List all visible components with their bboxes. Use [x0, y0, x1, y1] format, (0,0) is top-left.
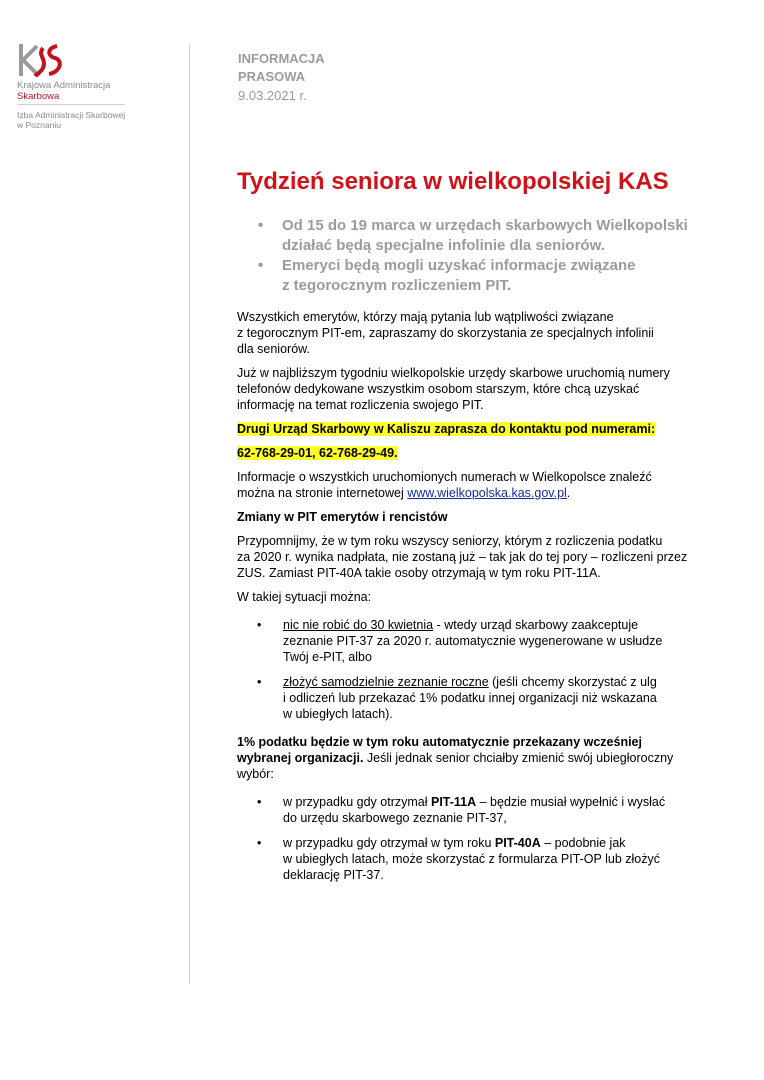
- kas-logo: [17, 42, 127, 78]
- lead-item-line: działać będą specjalne infolinie dla seniorów.: [282, 237, 605, 254]
- lead-item: [258, 256, 718, 296]
- text-line: w przypadku gdy otrzymał: [283, 795, 431, 809]
- lead-item: [258, 216, 718, 256]
- press-label: [238, 50, 325, 86]
- bullet-icon: •: [257, 836, 262, 850]
- paragraph-changes: [237, 533, 707, 581]
- logo-divider: [17, 104, 125, 105]
- press-date: 9.03.2021 r.: [238, 88, 307, 103]
- section-heading: Zmiany w PIT emerytów i rencistów: [237, 510, 448, 524]
- lead-item-line: Od 15 do 19 marca w urzędach skarbowych Wielkopolski: [282, 217, 688, 234]
- text-line: za 2020 r. wynika nadpłata, nie zostaną już – tak jak do tej pory – rozliczeni przez: [237, 550, 688, 564]
- text-line: Informacje o wszystkich uruchomionych numerach w Wielkopolsce znaleźć: [237, 470, 652, 484]
- text-line: w ubiegłych latach, może skorzystać z formularza PIT-OP lub złożyć: [283, 852, 660, 866]
- highlight-numbers: [237, 445, 707, 461]
- paragraph-one-percent: [237, 734, 707, 782]
- cases-list: [237, 794, 707, 883]
- kas-logo-mark: [17, 42, 65, 78]
- text-line: – podobnie jak: [540, 836, 626, 850]
- text-line: Wszystkich emerytów, którzy mają pytania lub wątpliwości związane: [237, 310, 614, 324]
- paragraph-website: [237, 469, 707, 501]
- org-subunit: [17, 110, 137, 130]
- vertical-divider: [189, 44, 190, 984]
- text-line: i odliczeń lub przekazać 1% podatku innej organizacji niż wskazana: [283, 691, 657, 705]
- website-link[interactable]: www.wielkopolska.kas.gov.pl: [407, 486, 567, 500]
- text-line: 1% podatku będzie w tym roku automatycznie przekazany wcześniej: [237, 735, 642, 749]
- list-item: [237, 835, 707, 883]
- bullet-icon: •: [258, 257, 264, 274]
- highlight-office: [237, 421, 707, 437]
- option-emphasis: złożyć samodzielnie zeznanie roczne: [283, 675, 489, 689]
- bullet-icon: •: [257, 618, 262, 632]
- text-line: telefonów dedykowane wszystkim osobom starszym, które chcą uzyskać: [237, 382, 640, 396]
- lead-list: [258, 216, 718, 296]
- text-line: wybór:: [237, 767, 274, 781]
- text-line: wybranej organizacji.: [237, 751, 364, 765]
- text-line: – będzie musiał wypełnić i wysłać: [476, 795, 666, 809]
- org-name-line2: Skarbowa: [17, 91, 60, 102]
- list-item: [237, 617, 707, 665]
- bullet-icon: •: [258, 217, 264, 234]
- option-emphasis: nic nie robić do 30 kwietnia: [283, 618, 434, 632]
- paragraph-intro: [237, 309, 707, 357]
- text-line: w przypadku gdy otrzymał w tym roku: [283, 836, 495, 850]
- lead-item-line: Emeryci będą mogli uzyskać informacje związane: [282, 257, 636, 274]
- text-line: Jeśli jednak senior chciałby zmienić swój ubiegłoroczny: [363, 751, 674, 765]
- list-item: [237, 674, 707, 722]
- org-subunit-line2: w Poznaniu: [17, 120, 61, 130]
- text-line: w ubiegłych latach).: [283, 707, 393, 721]
- text-line: .: [566, 486, 571, 500]
- text-line: dla seniorów.: [237, 342, 310, 356]
- form-name: PIT-40A: [494, 836, 541, 850]
- text-line: Już w najbliższym tygodniu wielkopolskie urzędy skarbowe uruchomią numery: [237, 366, 670, 380]
- article-body: [237, 309, 707, 892]
- bullet-icon: •: [257, 675, 262, 689]
- phone-numbers: 62-768-29-01, 62-768-29-49.: [237, 446, 398, 460]
- highlight-text: Drugi Urząd Skarbowy w Kaliszu zaprasza do kontaktu pod numerami:: [237, 422, 656, 436]
- paragraph-options-intro: W takiej sytuacji można:: [237, 590, 372, 604]
- text-line: deklarację PIT-37.: [283, 868, 384, 882]
- press-label-line2: PRASOWA: [238, 69, 306, 84]
- options-list: [237, 617, 707, 722]
- text-line: informację na temat rozliczenia swojego PIT.: [237, 398, 484, 412]
- text-line: - wtedy urząd skarbowy zaakceptuje: [433, 618, 639, 632]
- press-label-line1: INFORMACJA: [238, 51, 325, 66]
- text-line: zeznanie PIT-37 za 2020 r. automatycznie wygenerowane w usłudze: [283, 634, 663, 648]
- text-line: z tegorocznym PIT-em, zapraszamy do skorzystania ze specjalnych infolinii: [237, 326, 654, 340]
- org-subunit-line1: Izba Administracji Skarbowej: [17, 110, 126, 120]
- paragraph-helplines: [237, 365, 707, 413]
- bullet-icon: •: [257, 795, 262, 809]
- form-name: PIT-11A: [430, 795, 477, 809]
- text-line: Twój e-PIT, albo: [283, 650, 372, 664]
- text-line: można na stronie internetowej: [237, 486, 408, 500]
- page-title: Tydzień seniora w wielkopolskiej KAS: [237, 168, 669, 195]
- text-line: do urzędu skarbowego zeznanie PIT-37,: [283, 811, 507, 825]
- lead-item-line: z tegorocznym rozliczeniem PIT.: [282, 277, 512, 294]
- org-name-line1: Krajowa Administracja: [17, 80, 111, 91]
- list-item: [237, 794, 707, 826]
- text-line: Przypomnijmy, że w tym roku wszyscy seniorzy, którym z rozliczenia podatku: [237, 534, 663, 548]
- text-line: ZUS. Zamiast PIT-40A takie osoby otrzymają w tym roku PIT-11A.: [237, 566, 601, 580]
- text-line: (jeśli chcemy skorzystać z ulg: [488, 675, 657, 689]
